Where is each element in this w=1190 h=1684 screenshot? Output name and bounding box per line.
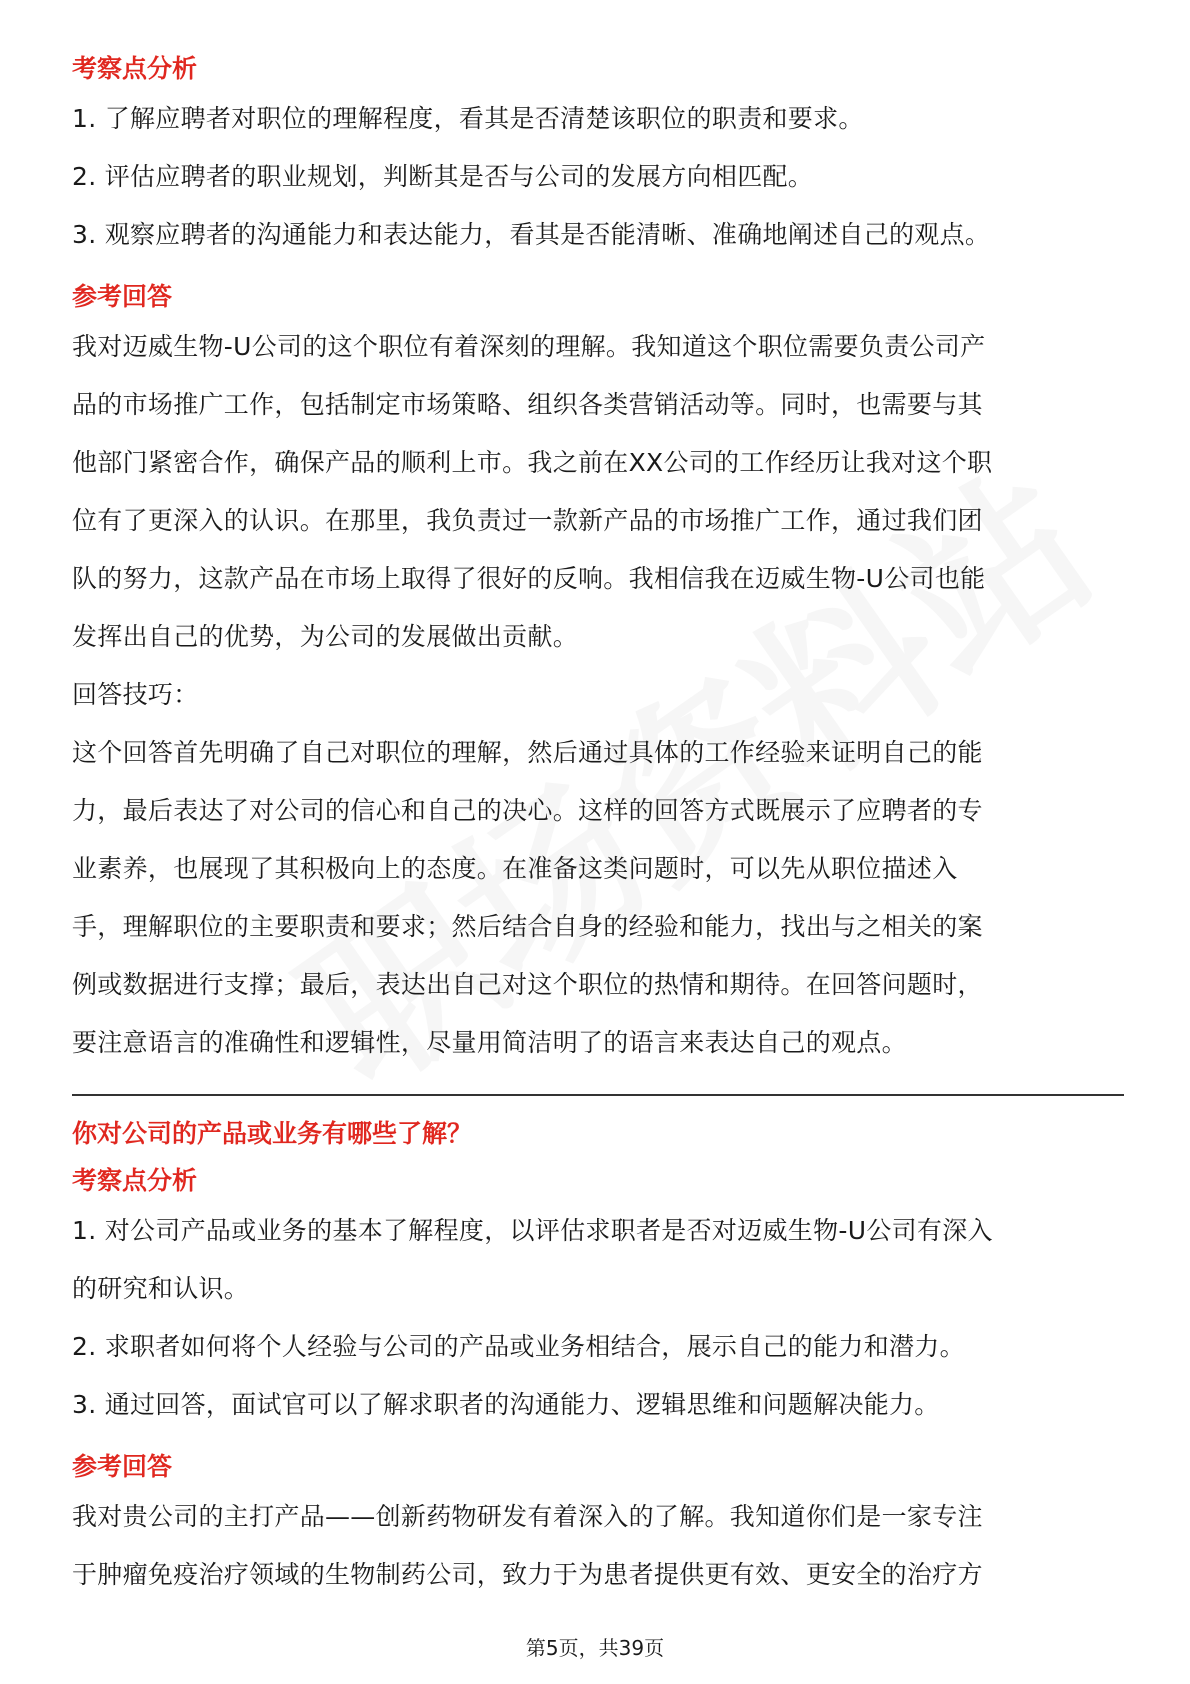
page-content [72, 48, 1124, 1604]
analysis-item: 3. 观察应聘者的沟通能力和表达能力，看其是否能清晰、准确地阐述自己的观点。 [72, 220, 991, 249]
answer-line: 队的努力，这款产品在市场上取得了很好的反响。我相信我在迈威生物-U公司也能 [72, 564, 986, 593]
answer-line: 于肿瘤免疫治疗领域的生物制药公司，致力于为患者提供更有效、更安全的治疗方 [72, 1560, 983, 1589]
answer-body [72, 1488, 1124, 1604]
tips-line: 这个回答首先明确了自己对职位的理解，然后通过具体的工作经验来证明自己的能 [72, 738, 983, 767]
analysis-item: 3. 通过回答，面试官可以了解求职者的沟通能力、逻辑思维和问题解决能力。 [72, 1390, 940, 1419]
section-divider [72, 1094, 1124, 1096]
answer-line: 品的市场推广工作，包括制定市场策略、组织各类营销活动等。同时，也需要与其 [72, 390, 983, 419]
tips-label: 回答技巧： [72, 680, 199, 709]
analysis-list [72, 1202, 1124, 1434]
tips-line: 例或数据进行支撑；最后，表达出自己对这个职位的热情和期待。在回答问题时， [72, 970, 983, 999]
answer-line: 我对贵公司的主打产品——创新药物研发有着深入的了解。我知道你们是一家专注 [72, 1502, 983, 1531]
tips-line: 力，最后表达了对公司的信心和自己的决心。这样的回答方式既展示了应聘者的专 [72, 796, 983, 825]
analysis-item: 1. 了解应聘者对职位的理解程度，看其是否清楚该职位的职责和要求。 [72, 104, 864, 133]
analysis-item: 2. 评估应聘者的职业规划，判断其是否与公司的发展方向相匹配。 [72, 162, 814, 191]
question-heading: 你对公司的产品或业务有哪些了解？ [72, 1119, 473, 1148]
tips-line: 手，理解职位的主要职责和要求；然后结合自身的经验和能力，找出与之相关的案 [72, 912, 983, 941]
analysis-item: 1. 对公司产品或业务的基本了解程度，以评估求职者是否对迈威生物-U公司有深入 [72, 1216, 993, 1245]
analysis-heading: 考察点分析 [72, 1166, 198, 1195]
answer-line: 位有了更深入的认识。在那里，我负责过一款新产品的市场推广工作，通过我们团 [72, 506, 983, 535]
answer-heading: 参考回答 [72, 282, 173, 311]
tips-line: 要注意语言的准确性和逻辑性，尽量用简洁明了的语言来表达自己的观点。 [72, 1028, 907, 1057]
analysis-item: 的研究和认识。 [72, 1274, 250, 1303]
tips-body [72, 724, 1124, 1072]
tips-line: 业素养，也展现了其积极向上的态度。在准备这类问题时，可以先从职位描述入 [72, 854, 958, 883]
answer-body [72, 318, 1124, 666]
analysis-list [72, 90, 1124, 264]
answer-line: 我对迈威生物-U公司的这个职位有着深刻的理解。我知道这个职位需要负责公司产 [72, 332, 986, 361]
answer-heading: 参考回答 [72, 1452, 173, 1481]
answer-line: 他部门紧密合作，确保产品的顺利上市。我之前在XX公司的工作经历让我对这个职 [72, 448, 993, 477]
analysis-item: 2. 求职者如何将个人经验与公司的产品或业务相结合，展示自己的能力和潜力。 [72, 1332, 965, 1361]
page-number: 第5页，共39页 [525, 1636, 665, 1660]
answer-line: 发挥出自己的优势，为公司的发展做出贡献。 [72, 622, 579, 651]
analysis-heading: 考察点分析 [72, 54, 198, 83]
